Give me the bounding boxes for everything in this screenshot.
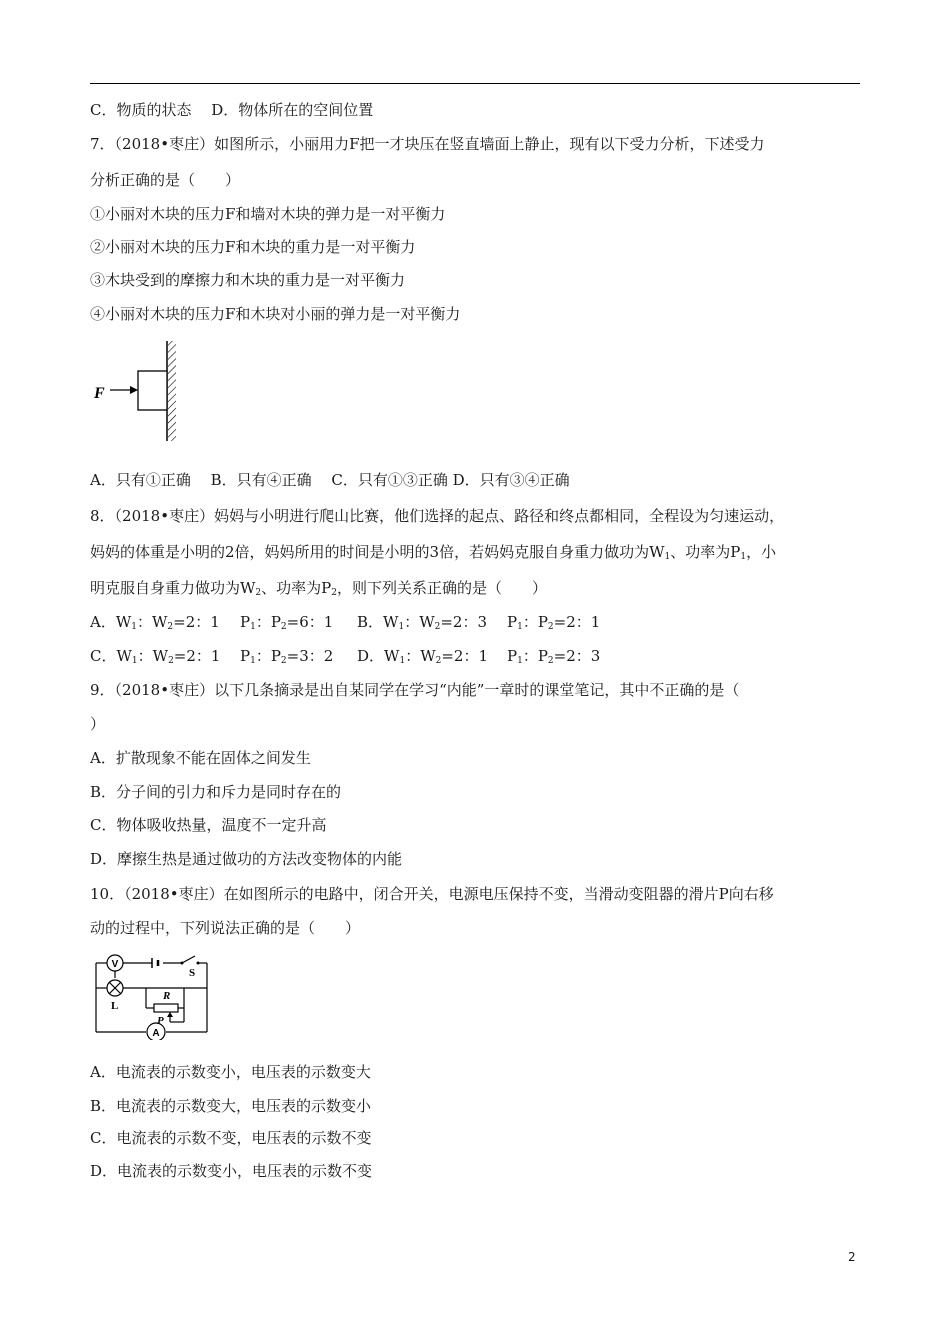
page-number: 2	[848, 1250, 856, 1264]
slider-label: P	[157, 1015, 164, 1027]
q8-option-c-w: C．$W_1$：$W_2=2$：1	[90, 647, 221, 666]
force-label-f: F	[94, 385, 105, 402]
q10-stem-line2: 动的过程中，下列说法正确的是（ ）	[90, 919, 361, 937]
q7-options: A．只有①正确 B．只有④正确 C．只有①③正确 D．只有③④正确	[90, 471, 570, 489]
header-rule	[90, 83, 860, 84]
q7-block-wall-figure	[90, 338, 190, 444]
switch-pivot	[181, 962, 184, 965]
q8-option-c-p: $P_1$：$P_2=3$：2	[240, 647, 334, 666]
q7-item-1: ①小丽对木块的压力F和墙对木块的弹力是一对平衡力	[90, 205, 446, 223]
resistor-label: R	[163, 990, 171, 1002]
switch-label: S	[189, 967, 196, 979]
q9-option-c: C．物体吸收热量，温度不一定升高	[90, 816, 327, 834]
q6-options-tail: C．物质的状态 D．物体所在的空间位置	[90, 101, 374, 119]
q10-option-d: D．电流表的示数变小，电压表的示数不变	[90, 1162, 373, 1180]
q8-options-row2	[90, 646, 600, 671]
q10-option-a: A．电流表的示数变小，电压表的示数变大	[90, 1063, 371, 1081]
slider-arrow	[167, 1012, 173, 1017]
q10-option-b: B．电流表的示数变大，电压表的示数变小	[90, 1097, 372, 1115]
q10-circuit-diagram	[90, 950, 215, 1040]
q7-item-2: ②小丽对木块的压力F和木块的重力是一对平衡力	[90, 238, 416, 256]
q8-option-a-p: $P_1$：$P_2=6$：1	[240, 613, 334, 632]
q7-item-3: ③木块受到的摩擦力和木块的重力是一对平衡力	[90, 271, 406, 289]
q8-stem-line2: 妈妈的体重是小明的2倍，妈妈所用的时间是小明的3倍，若妈妈克服自身重力做功为$W_1$、功率为$P_1$，小	[90, 543, 777, 562]
q9-stem-line2: ）	[90, 715, 106, 733]
force-arrow-head	[130, 386, 138, 394]
q7-stem-line1: 7．（2018•枣庄）如图所示，小丽用力F把一才块压在竖直墙面上静止，现有以下受力分析，下述受力	[90, 135, 765, 153]
ammeter-label: A	[152, 1028, 160, 1039]
q8-option-d-w: D．$W_1$：$W_2=2$：1	[357, 647, 488, 666]
q7-stem-line2: 分析正确的是（ ）	[90, 171, 241, 189]
lamp-label: L	[111, 1000, 119, 1012]
q8-option-a-w: A．$W_1$：$W_2=2$：1	[90, 613, 220, 632]
q8-option-b-p: $P_1$：$P_2=2$：1	[507, 613, 601, 632]
wooden-block	[138, 371, 167, 410]
q10-stem-line1: 10．（2018•枣庄）在如图所示的电路中，闭合开关，电源电压保持不变，当滑动变阻器的滑片P向右移	[90, 885, 774, 903]
q9-option-d: D．摩擦生热是通过做功的方法改变物体的内能	[90, 850, 403, 868]
q10-option-c: C．电流表的示数不变，电压表的示数不变	[90, 1129, 372, 1147]
switch-contact	[197, 962, 200, 965]
q8-option-b-w: B．$W_1$：$W_2=2$：3	[357, 613, 487, 632]
q8-stem-line3: 明克服自身重力做功为$W_2$、功率为$P_2$，则下列关系正确的是（ ）	[90, 579, 547, 598]
q9-stem-line1: 9．（2018•枣庄）以下几条摘录是出自某同学在学习“内能”一章时的课堂笔记，其中不正确的是（	[90, 681, 740, 699]
q8-option-d-p: $P_1$：$P_2=2$：3	[507, 647, 601, 666]
q8-stem-line1: 8．（2018•枣庄）妈妈与小明进行爬山比赛，他们选择的起点、路径和终点都相同，全程设为匀速运动，	[90, 507, 785, 525]
q9-option-b: B．分子间的引力和斥力是同时存在的	[90, 783, 342, 801]
q8-options-row1	[90, 612, 600, 637]
voltmeter-label: V	[111, 959, 119, 970]
wall-hatching	[168, 341, 176, 441]
q7-item-4: ④小丽对木块的压力F和木块对小丽的弹力是一对平衡力	[90, 305, 461, 323]
q9-option-a: A．扩散现象不能在固体之间发生	[90, 749, 311, 767]
